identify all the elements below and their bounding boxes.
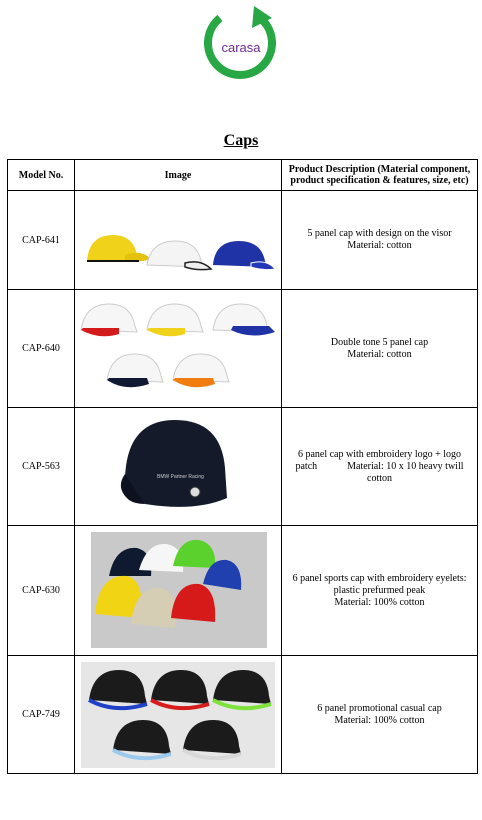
model-number: CAP-640 <box>8 290 75 408</box>
yellow-cap <box>87 235 151 262</box>
model-number: CAP-749 <box>8 656 75 774</box>
model-number: CAP-641 <box>8 191 75 290</box>
table-header-row <box>8 160 478 191</box>
product-image <box>75 526 282 656</box>
description-line: Material: cotton <box>347 240 412 251</box>
description-line: 6 panel cap with embroidery logo + logo <box>297 448 462 460</box>
table-row <box>8 408 478 526</box>
description-line: Material: 100% cotton <box>334 714 425 726</box>
blue-cap <box>213 241 275 270</box>
description-line: cotton <box>367 472 392 484</box>
product-description <box>282 656 478 774</box>
description-line: 5 panel cap with design on the visor <box>307 228 452 239</box>
description-line: Material: 100% cotton <box>334 596 425 608</box>
table-row <box>8 656 478 774</box>
product-image <box>75 408 282 526</box>
page-title: Caps <box>223 132 259 149</box>
model-number: CAP-563 <box>8 408 75 526</box>
svg-text:BMW Partner Racing: BMW Partner Racing <box>157 474 204 480</box>
header-model: Model No. <box>8 160 75 191</box>
carasa-logo <box>198 4 284 86</box>
description-line: patch Material: 10 x 10 heavy twill <box>295 460 464 472</box>
header-description: Product Description (Material component, product specification & features, size, etc) <box>282 160 478 191</box>
table-row <box>8 191 478 290</box>
description-line: 6 panel sports cap with embroidery eyelets: <box>292 572 467 584</box>
description-line: Double tone 5 panel cap <box>330 336 429 348</box>
model-number: CAP-630 <box>8 526 75 656</box>
product-description <box>282 290 478 408</box>
product-image <box>75 290 282 408</box>
svg-text:carasa: carasa <box>221 40 261 55</box>
description-line: 6 panel promotional casual cap <box>317 702 442 714</box>
description-line: Material: cotton <box>347 348 412 360</box>
product-table <box>7 159 478 774</box>
header-image: Image <box>75 160 282 191</box>
product-description <box>282 408 478 526</box>
product-description <box>282 191 478 290</box>
table-row <box>8 526 478 656</box>
description-line: plastic prefurmed peak <box>333 584 426 596</box>
product-description <box>282 526 478 656</box>
table-row <box>8 290 478 408</box>
white-cap <box>147 241 211 270</box>
product-image <box>75 191 282 290</box>
product-image <box>75 656 282 774</box>
